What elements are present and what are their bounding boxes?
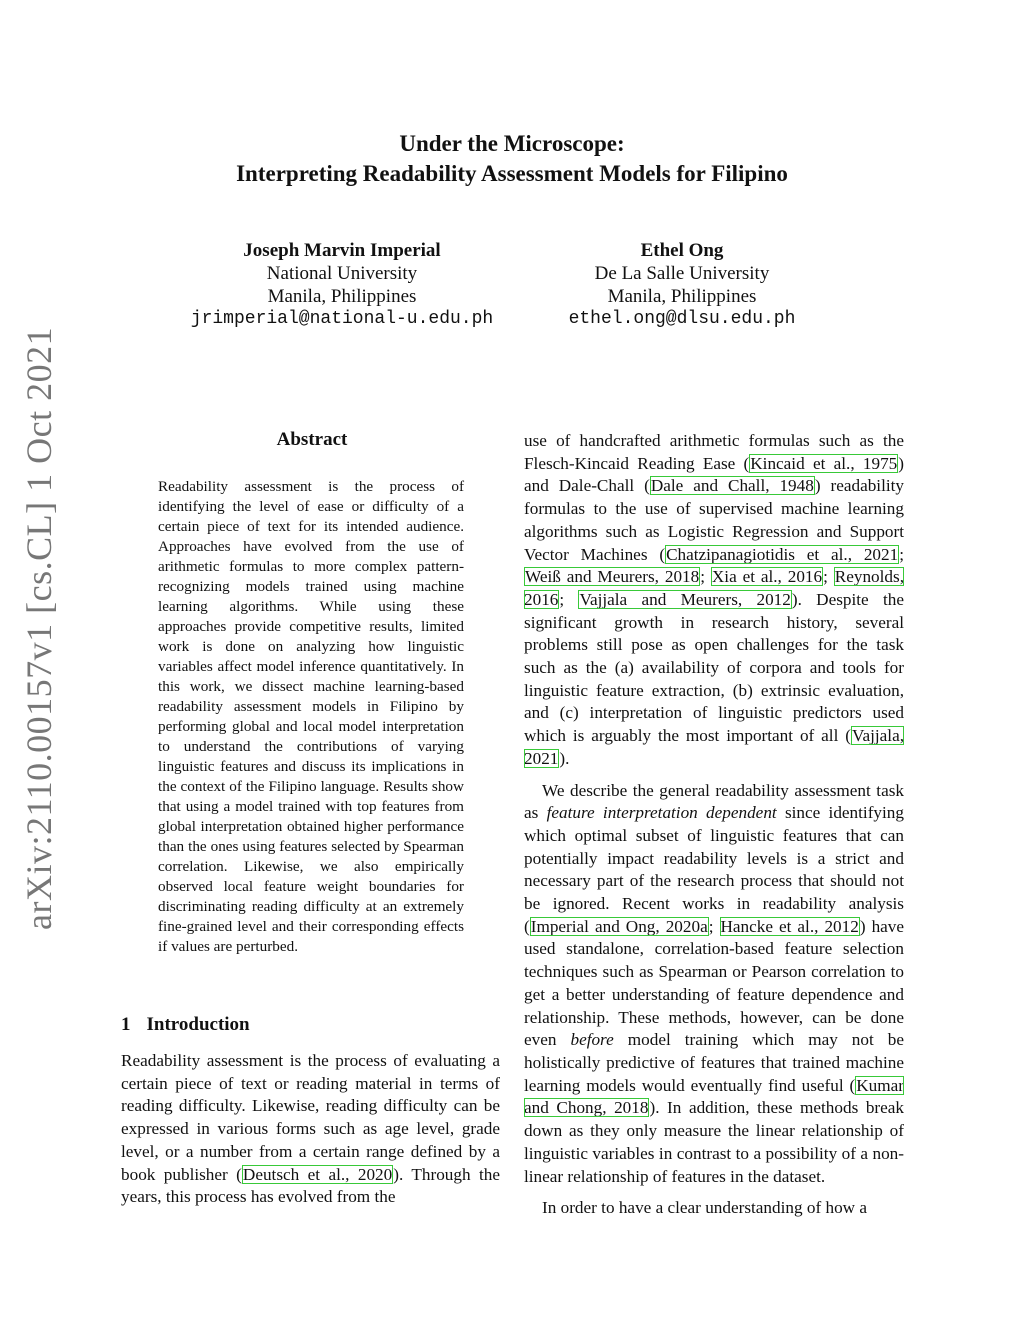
body-text: model training which may not be holistically predictive of features that trained machine learning models would eventually find useful ( (524, 1030, 905, 1095)
body-text: ) have used standalone, correlation-based feature selection techniques such as Spearman or Pearson correlation to get a better understanding of feature dependence and relationship. These methods, however, can be done even (524, 916, 905, 1050)
citation-link[interactable]: Kincaid et al., 1975 (750, 453, 898, 473)
body-text: Readability assessment is the process of evaluating a certain piece of text or reading material in terms of reading difficulty. Likewise, reading difficulty can be expressed in various forms such as age level, grade level, or a number from a certain range defined by a book publisher ( (121, 1051, 500, 1184)
abstract-heading: Abstract (276, 429, 348, 450)
citation-link[interactable]: Deutsch et al., 2020 (242, 1164, 393, 1184)
body-text: since identifying which optimal subset of linguistic features that can potentially impact readability levels is a strict and necessary part of the research process that should not be ignored. Recent works in readability analysis ( (524, 803, 904, 936)
citation-link[interactable]: Vajjala and Meurers, 2012 (579, 589, 791, 609)
citation-link[interactable]: Reynolds, 2016 (524, 567, 904, 609)
author-block (502, 239, 862, 331)
section-number: 1 (121, 1014, 131, 1035)
body-text: ). Despite the significant growth in research history, several problems still pose as open challenges for the task such as the (a) availability of corpora and tools for linguistic feature extraction, (b) extrinsic evaluation, and (c) interpretation of linguistic predictors used which is arguably the most important of all ( (524, 589, 904, 746)
intro-paragraph (524, 1197, 904, 1220)
paper-title-line-1: Under the Microscope: (399, 131, 625, 156)
right-column (524, 430, 904, 1229)
citation-link[interactable]: Xia et al., 2016 (711, 567, 823, 587)
author-email: jrimperial@national-u.edu.ph (190, 309, 494, 329)
body-text: ). (559, 748, 570, 768)
body-text: ) readability formulas to the use of supervised machine learning algorithms such as Logistic Regression and Support Vector Machines ( (524, 476, 905, 564)
author-affiliation: De La Salle University (594, 263, 770, 284)
section-title: Introduction (146, 1014, 250, 1035)
body-text: ). Through the years, this process has evolved from the (121, 1164, 500, 1207)
citation-link[interactable]: Chatzipanagiotidis et al., 2021 (666, 544, 899, 564)
separator: ; (559, 589, 579, 609)
author-name: Joseph Marvin Imperial (243, 240, 441, 261)
intro-paragraph-left (121, 1050, 500, 1209)
emphasis-text: before (570, 1030, 614, 1050)
separator: ; (700, 567, 711, 587)
body-text: We describe the general readability assessment task as (524, 780, 904, 823)
separator: ; (899, 544, 904, 564)
author-location: Manila, Philippines (267, 286, 417, 307)
separator: ; (823, 567, 834, 587)
citation-link[interactable]: Dale and Chall, 1948 (650, 476, 814, 496)
author-email: ethel.ong@dlsu.edu.ph (568, 309, 796, 329)
body-text: ). In addition, these methods break down as they only measure the linear relationship of linguistic variables in contrast to a possibility of a non-linear relationship of features in the dataset. (524, 1098, 904, 1186)
abstract-text: Readability assessment is the process of identifying the level of ease or difficulty of a certain piece of text for its intended audience. Approaches have evolved from the use of arithmetic formulas to more complex pattern-recognizing models trained using machine learning algorithms. While using these approaches provide competitive results, limited work is done on analyzing how linguistic variables affect model inference quantitatively. In this work, we dissect machine learning-based readability assessment models in Filipino by performing global and local model interpretation to understand the contributions of varying linguistic features and discuss its implications in the context of the Filipino language. Results show that using a model trained with top features from global interpretation obtained higher performance than the ones using features selected by Spearman correlation. Likewise, we also empirically observed local feature weight boundaries for discriminating reading difficulty at an extremely fine-grained level and their corresponding effects if values are perturbed. (158, 478, 464, 955)
intro-paragraph (524, 780, 904, 1189)
author-block (162, 239, 522, 331)
body-text: ) and Dale-Chall ( (524, 453, 904, 496)
body-text: In order to have a clear understanding of how a (542, 1198, 868, 1218)
author-location: Manila, Philippines (607, 286, 757, 307)
citation-link[interactable]: Hancke et al., 2012 (720, 916, 859, 936)
separator: ; (708, 916, 720, 936)
intro-paragraph (524, 430, 904, 771)
arxiv-identifier: arXiv:2110.00157v1 [cs.CL] 1 Oct 2021 (19, 326, 59, 930)
body-text: use of handcrafted arithmetic formulas such as the Flesch-Kincaid Reading Ease ( (524, 431, 904, 473)
citation-link[interactable]: Vajjala, 2021 (524, 726, 904, 768)
citation-link[interactable]: Kumar and Chong, 2018 (524, 1075, 904, 1118)
citation-link[interactable]: Imperial and Ong, 2020a (530, 916, 708, 936)
paper-title-line-2: Interpreting Readability Assessment Models for Filipino (236, 161, 788, 186)
author-affiliation: National University (266, 263, 418, 284)
author-name: Ethel Ong (640, 240, 724, 261)
emphasis-text: feature interpretation dependent (546, 803, 777, 823)
citation-link[interactable]: Weiß and Meurers, 2018 (525, 567, 700, 587)
section-heading (121, 1014, 250, 1036)
